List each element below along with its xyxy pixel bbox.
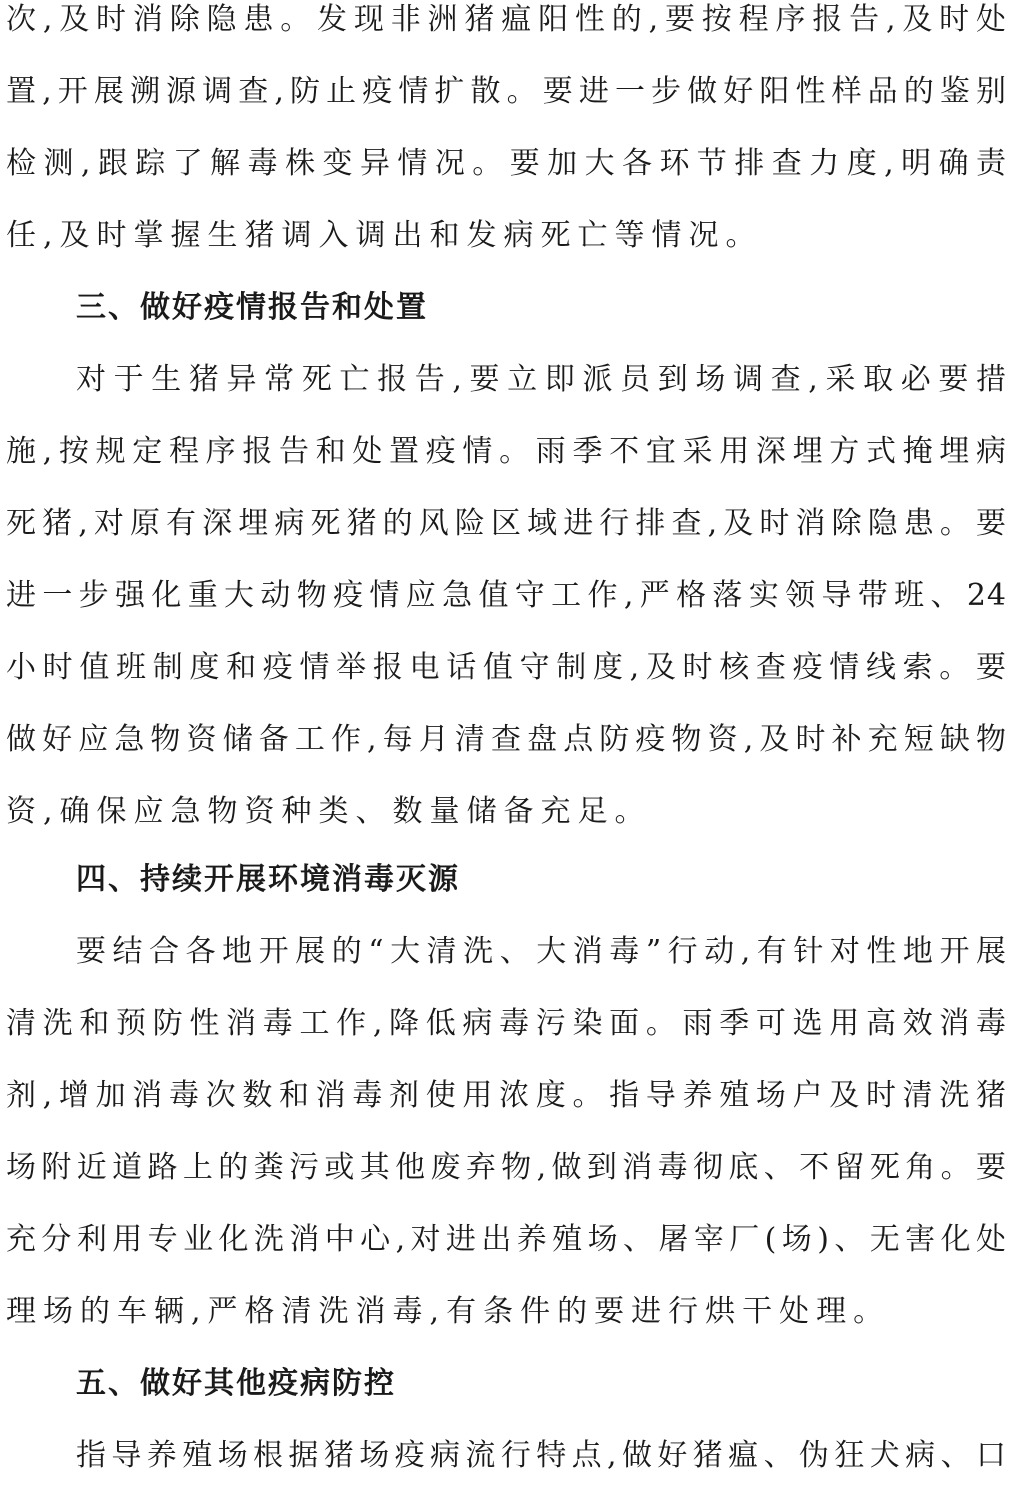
paragraph-line: 次,及时消除隐患。发现非洲猪瘟阳性的,要按程序报告,及时处 xyxy=(6,2,1007,37)
section-heading: 三、做好疫情报告和处置 xyxy=(76,290,428,325)
paragraph-line: 充分利用专业化洗消中心,对进出养殖场、屠宰厂(场)、无害化处 xyxy=(6,1222,1007,1257)
paragraph-line: 场附近道路上的粪污或其他废弃物,做到消毒彻底、不留死角。要 xyxy=(6,1150,1007,1185)
paragraph-line: 指导养殖场根据猪场疫病流行特点,做好猪瘟、伪狂犬病、口 xyxy=(76,1438,1007,1473)
section-heading: 五、做好其他疫病防控 xyxy=(76,1366,396,1401)
paragraph-line: 做好应急物资储备工作,每月清查盘点防疫物资,及时补充短缺物 xyxy=(6,722,1007,757)
paragraph-line: 对于生猪异常死亡报告,要立即派员到场调查,采取必要措 xyxy=(76,362,1007,397)
paragraph-line: 理场的车辆,严格清洗消毒,有条件的要进行烘干处理。 xyxy=(6,1294,891,1329)
paragraph-line: 任,及时掌握生猪调入调出和发病死亡等情况。 xyxy=(6,218,763,253)
paragraph-line: 要结合各地开展的“大清洗、大消毒”行动,有针对性地开展 xyxy=(76,934,1007,969)
paragraph-line: 小时值班制度和疫情举报电话值守制度,及时核查疫情线索。要 xyxy=(6,650,1007,685)
paragraph-line: 置,开展溯源调查,防止疫情扩散。要进一步做好阳性样品的鉴别 xyxy=(6,74,1007,109)
paragraph-line: 清洗和预防性消毒工作,降低病毒污染面。雨季可选用高效消毒 xyxy=(6,1006,1007,1041)
paragraph-line: 剂,增加消毒次数和消毒剂使用浓度。指导养殖场户及时清洗猪 xyxy=(6,1078,1007,1113)
section-heading: 四、持续开展环境消毒灭源 xyxy=(76,862,460,897)
paragraph-line: 进一步强化重大动物疫情应急值守工作,严格落实领导带班、24 xyxy=(6,578,1007,613)
paragraph-line: 死猪,对原有深埋病死猪的风险区域进行排查,及时消除隐患。要 xyxy=(6,506,1007,541)
paragraph-line: 施,按规定程序报告和处置疫情。雨季不宜采用深埋方式掩埋病 xyxy=(6,434,1007,469)
paragraph-line: 资,确保应急物资种类、数量储备充足。 xyxy=(6,794,652,829)
paragraph-line: 检测,跟踪了解毒株变异情况。要加大各环节排查力度,明确责 xyxy=(6,146,1007,181)
